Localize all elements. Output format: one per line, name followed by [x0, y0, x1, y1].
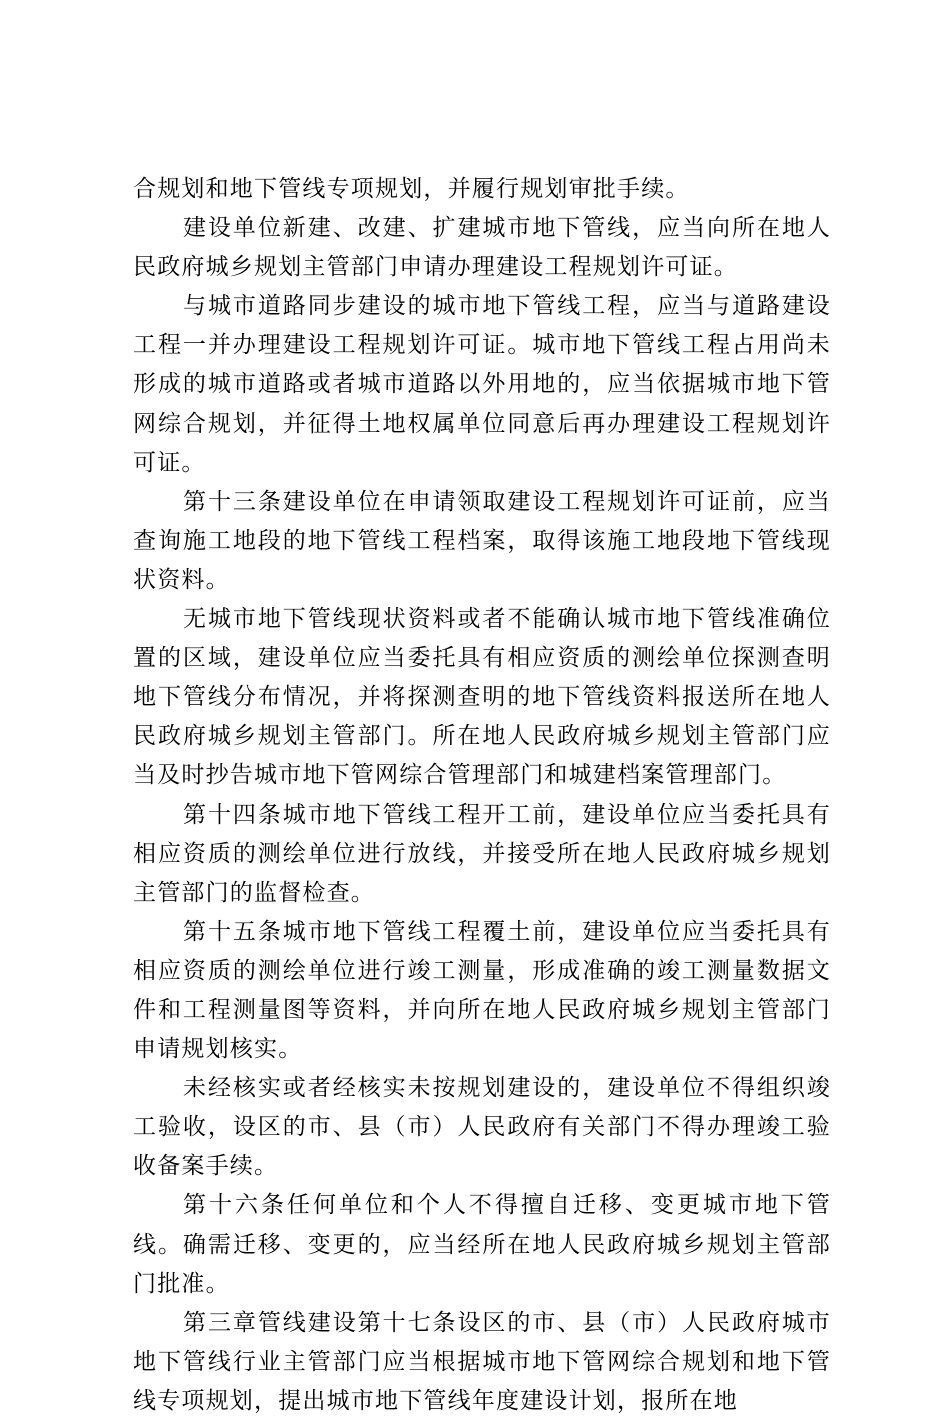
- paragraph-construction-permit: 建设单位新建、改建、扩建城市地下管线，应当向所在地人民政府城乡规划主管部门申请办理建设工程规划许可证。: [133, 215, 831, 281]
- paragraph-unverified: 未经核实或者经核实未按规划建设的，建设单位不得组织竣工验收，设区的市、县（市）人民政府有关部门不得办理竣工验收备案手续。: [133, 1075, 831, 1180]
- paragraph-article-13: 第十三条建设单位在申请领取建设工程规划许可证前，应当查询施工地段的地下管线工程档案，取得该施工地段地下管线现状资料。: [133, 488, 831, 593]
- paragraph-article-15: 第十五条城市地下管线工程覆土前，建设单位应当委托具有相应资质的测绘单位进行竣工测量，形成准确的竣工测量数据文件和工程测量图等资料，并向所在地人民政府城乡规划主管部门申请规划核实。: [133, 918, 831, 1063]
- paragraph-article-14: 第十四条城市地下管线工程开工前，建设单位应当委托具有相应资质的测绘单位进行放线，并接受所在地人民政府城乡规划主管部门的监督检查。: [133, 801, 831, 906]
- paragraph-chapter-3-article-17: 第三章管线建设第十七条设区的市、县（市）人民政府城市地下管线行业主管部门应当根据城市地下管网综合规划和地下管线专项规划，提出城市地下管线年度建设计划，报所在地: [133, 1309, 831, 1414]
- paragraph-article-16: 第十六条任何单位和个人不得擅自迁移、变更城市地下管线。确需迁移、变更的，应当经所在地人民政府城乡规划主管部门批准。: [133, 1192, 831, 1297]
- paragraph-road-synchronous: 与城市道路同步建设的城市地下管线工程，应当与道路建设工程一并办理建设工程规划许可证。城市地下管线工程占用尚未形成的城市道路或者城市道路以外用地的，应当依据城市地下管网综合规划，并征得土地权属单位同意后再办理建设工程规划许可证。: [133, 293, 831, 476]
- paragraph-no-status-data: 无城市地下管线现状资料或者不能确认城市地下管线准确位置的区域，建设单位应当委托具有相应资质的测绘单位探测查明地下管线分布情况，并将探测查明的地下管线资料报送所在地人民政府城乡规划主管部门。所在地人民政府城乡规划主管部门应当及时抄告城市地下管网综合管理部门和城建档案管理部门。: [133, 606, 831, 789]
- document-body: [133, 170, 831, 1421]
- paragraph-continuation: 合规划和地下管线专项规划，并履行规划审批手续。: [133, 176, 690, 202]
